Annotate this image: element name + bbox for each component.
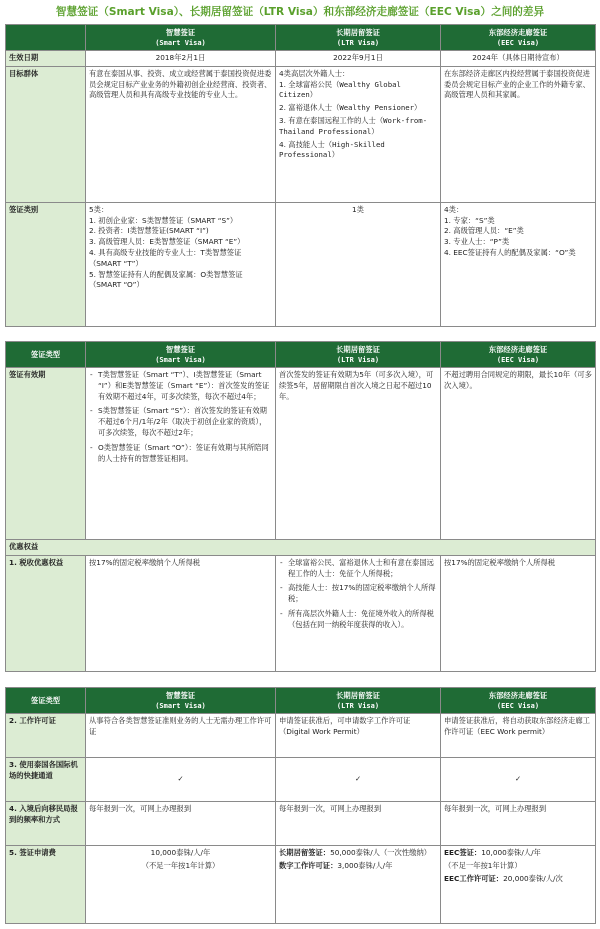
ltr-fast-track-check-icon: ✓ — [276, 758, 441, 802]
table-row — [6, 540, 596, 556]
eec-application-fee: EEC签证：10,000泰铢/人/年 （不足一年按1年计算） EEC工作许可证：20,000泰铢/人/次 — [441, 846, 596, 924]
row-label-effective-date: 生效日期 — [6, 51, 86, 67]
comparison-table-services — [5, 687, 596, 924]
header-eec: 东部经济走廊签证 (EEC Visa) — [441, 688, 596, 714]
list-item: 3. 专业人士：“P”类 — [444, 237, 510, 247]
eec-fast-track-check-icon: ✓ — [441, 758, 596, 802]
smart-visa-category: 5类： 1. 初创企业家：S类智慧签证（SMART “S”） 2. 投资者：I类智慧签证(SMART “I”) 3. 高级管理人员：E类智慧签证（SMART “E”） 4. 具有高级专业技能的专业人士：T类智慧签证（SMART “T”） 5. 智慧签证持有人的配偶及家属：O类智慧签证（SMART “O”） — [86, 202, 276, 326]
ltr-visa-category: 1类 — [276, 202, 441, 326]
list-item: - 所有高层次外籍人士：免征境外收入的所得税（包括在同一纳税年度获得的收入）。 — [279, 609, 437, 631]
table-row — [6, 802, 596, 846]
list-item: 1. 全球富裕公民（Wealthy Global Citizen） — [279, 79, 401, 100]
row-label-validity: 签证有效期 — [6, 368, 86, 540]
header-smart: 智慧签证 (Smart Visa) — [86, 25, 276, 51]
eec-work-permit: 申请签证获准后，将自动获取东部经济走廊工作许可证（EEC Work permit） — [441, 714, 596, 758]
smart-report-frequency: 每年报到一次，可网上办理报到 — [86, 802, 276, 846]
table-header-row — [6, 25, 596, 51]
row-label-tax-benefits: 1. 税收优惠权益 — [6, 555, 86, 671]
header-empty — [6, 25, 86, 51]
list-item: 2. 高级管理人员：“E”类 — [444, 226, 524, 236]
list-item: - S类智慧签证（Smart “S”）：首次签发的签证有效期不超过6个月/1年/2年（取决于初创企业家的资质），可多次续签，每次不超过2年； — [89, 406, 272, 438]
header-eec: 东部经济走廊签证 (EEC Visa) — [441, 342, 596, 368]
row-label-report-frequency: 4. 入境后向移民局报到的频率和方式 — [6, 802, 86, 846]
ltr-report-frequency: 每年报到一次，可网上办理报到 — [276, 802, 441, 846]
eec-effective-date: 2024年（具体日期待宣布） — [441, 51, 596, 67]
table-row — [6, 368, 596, 540]
list-item: 4. 高技能人士（High-Skilled Professional） — [279, 139, 385, 160]
ltr-application-fee: 长期居留签证：50,000泰铢/人（一次性缴纳） 数字工作许可证：3,000泰铢/人/年 — [276, 846, 441, 924]
table-header-row — [6, 688, 596, 714]
list-item: 2. 富裕退休人士（Wealthy Pensioner） — [279, 103, 422, 113]
eec-report-frequency: 每年报到一次，可网上办理报到 — [441, 802, 596, 846]
smart-application-fee: 10,000泰铢/人/年 （不足一年按1年计算） — [86, 846, 276, 924]
row-label-target-group: 目标群体 — [6, 66, 86, 202]
table-row — [6, 714, 596, 758]
list-item: 4. EEC签证持有人的配偶及家属：“O”类 — [444, 247, 576, 257]
eec-visa-category: 4类： 1. 专家：“S”类 2. 高级管理人员：“E”类 3. 专业人士：“P”类 4. EEC签证持有人的配偶及家属：“O”类 — [441, 202, 596, 326]
table-row — [6, 66, 596, 202]
table-row — [6, 758, 596, 802]
table-row — [6, 846, 596, 924]
eec-validity: 不超过聘用合同规定的期限，最长10年（可多次入境）。 — [441, 368, 596, 540]
smart-effective-date: 2018年2月1日 — [86, 51, 276, 67]
ltr-effective-date: 2022年9月1日 — [276, 51, 441, 67]
row-label-visa-category: 签证类别 — [6, 202, 86, 326]
header-ltr: 长期居留签证 (LTR Visa) — [276, 342, 441, 368]
row-label-fast-track: 3. 使用泰国各国际机场的快捷通道 — [6, 758, 86, 802]
list-item: 2. 投资者：I类智慧签证(SMART “I”) — [89, 226, 209, 236]
list-item: 3. 有意在泰国远程工作的人士（Work-from-Thailand Professional） — [279, 115, 428, 136]
list-item: 3. 高级管理人员：E类智慧签证（SMART “E”） — [89, 237, 245, 247]
header-smart: 智慧签证 (Smart Visa) — [86, 342, 276, 368]
header-ltr: 长期居留签证 (LTR Visa) — [276, 25, 441, 51]
header-type-label: 签证类型 — [6, 342, 86, 368]
ltr-tax-benefits — [276, 555, 441, 671]
table-row — [6, 51, 596, 67]
header-type-label: 签证类型 — [6, 688, 86, 714]
smart-work-permit: 从事符合各类智慧签证准则业务的人士无需办理工作许可证 — [86, 714, 276, 758]
table-row — [6, 555, 596, 671]
row-label-work-permit: 2. 工作许可证 — [6, 714, 86, 758]
comparison-table-validity-benefits — [5, 341, 596, 672]
section-label-benefits: 优惠权益 — [6, 540, 596, 556]
eec-tax-benefits: 按17%的固定税率缴纳个人所得税 — [441, 555, 596, 671]
list-item: - O类智慧签证（Smart “O”）：签证有效期与其所陪同的人士持有的智慧签证相同。 — [89, 443, 272, 465]
smart-fast-track-check-icon: ✓ — [86, 758, 276, 802]
list-item: 5. 智慧签证持有人的配偶及家属：O类智慧签证（SMART “O”） — [89, 269, 243, 290]
page-title: 智慧签证（Smart Visa）、长期居留签证（LTR Visa）和东部经济走廊签证（EEC Visa）之间的差异 — [55, 6, 545, 18]
ltr-target-group: 4类高层次外籍人士： 1. 全球富裕公民（Wealthy Global Citizen） 2. 富裕退休人士（Wealthy Pensioner） 3. 有意在泰国远程工作的人士（Work-from-Thailand Professional） 4. 高技能人士（High-Skilled Professional） — [276, 66, 441, 202]
ltr-target-list — [279, 80, 437, 162]
list-item: 1. 专家：“S”类 — [444, 215, 495, 225]
table-header-row — [6, 342, 596, 368]
list-item: - T类智慧签证（Smart “T”）、I类智慧签证（Smart “I”）和E类智慧签证（Smart “E”）：首次签发的签证有效期不超过4年，可多次续签，每次不超过4年； — [89, 370, 272, 402]
ltr-validity: 首次签发的签证有效期为5年（可多次入境），可续签5年，居留期限自首次入境之日起不超过10年。 — [276, 368, 441, 540]
header-ltr: 长期居留签证 (LTR Visa) — [276, 688, 441, 714]
smart-target-group: 有意在泰国从事、投资、成立或经营属于泰国投资促进委员会规定目标产业业务的外籍初创企业经营商、投资者、高级管理人员和具有高级专业技能的专业人士。 — [86, 66, 276, 202]
smart-validity — [86, 368, 276, 540]
header-smart: 智慧签证 (Smart Visa) — [86, 688, 276, 714]
list-item: 1. 初创企业家：S类智慧签证（SMART “S”） — [89, 215, 238, 225]
eec-target-group: 在东部经济走廊区内投经营属于泰国投资促进委员会规定目标产业的企业工作的外籍专家、高级管理人员和其家属。 — [441, 66, 596, 202]
list-item: - 全球富裕公民、富裕退休人士和有意在泰国远程工作的人士：免征个人所得税； — [279, 558, 437, 580]
ltr-work-permit: 申请签证获准后，可申请数字工作许可证（Digital Work Permit） — [276, 714, 441, 758]
smart-tax-benefits: 按17%的固定税率缴纳个人所得税 — [86, 555, 276, 671]
list-item: 4. 具有高级专业技能的专业人士：T类智慧签证（SMART “T”） — [89, 247, 242, 268]
table-row — [6, 202, 596, 326]
header-eec: 东部经济走廊签证 (EEC Visa) — [441, 25, 596, 51]
row-label-application-fee: 5. 签证申请费 — [6, 846, 86, 924]
list-item: - 高技能人士：按17%的固定税率缴纳个人所得税； — [279, 583, 437, 605]
comparison-table-basic — [5, 24, 596, 327]
